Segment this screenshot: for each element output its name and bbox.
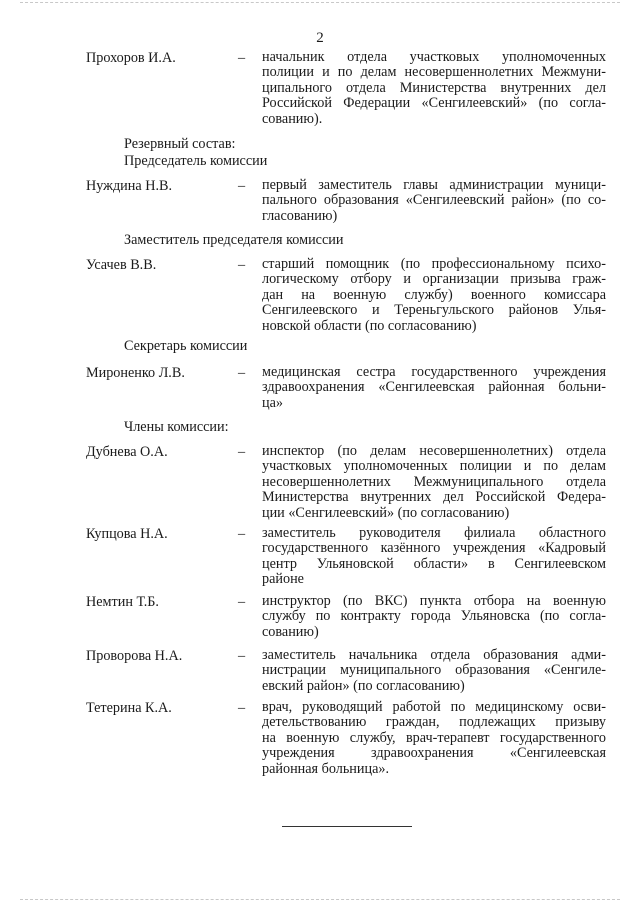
dash: –: [238, 178, 246, 194]
dash: –: [238, 444, 246, 460]
member-name: Мироненко Л.В.: [86, 365, 185, 381]
dash: –: [238, 257, 246, 273]
member-position: инструктор (по ВКС) пункта отбора на военную службу по контракту города Ульяновска (по согла- сованию): [262, 593, 606, 640]
member-name: Купцова Н.А.: [86, 526, 168, 542]
dash: –: [238, 50, 246, 66]
dash: –: [238, 700, 246, 716]
member-position: заместитель руководителя филиала областного государственного казённого учреждения «Кадровый центр Ульяновской области» в Сенгилеевском районе: [262, 525, 606, 588]
member-name: Нуждина Н.В.: [86, 178, 173, 194]
member-position: врач, руководящий работой по медицинскому осви- детельствованию граждан, подлежащих призыву на военную службу, врач-терапевт государственного учреждения здравоохранения «Сенгилеевская районная больница».: [262, 699, 606, 777]
member-name: Дубнева О.А.: [86, 444, 168, 460]
member-name: Немтин Т.Б.: [86, 594, 159, 610]
scan-edge-top: [20, 2, 620, 3]
member-position: медицинская сестра государственного учреждения здравоохранения «Сенгилеевская районная больни- ца»: [262, 364, 606, 411]
member-position: заместитель начальника отдела образования адми- нистрации муниципального образования «Сенгиле- евский район» (по согласованию): [262, 647, 606, 694]
chair-heading: Председатель комиссии: [124, 153, 268, 169]
member-name: Проворова Н.А.: [86, 648, 183, 664]
member-position: начальник отдела участковых уполномоченных полиции и по делам несовершеннолетних Межмуни- ципального отдела Министерства внутренних дел Российской Федерации «Сенгилеевский» (по согла- сованию).: [262, 49, 606, 127]
dash: –: [238, 526, 246, 542]
scan-edge-bottom: [20, 899, 620, 900]
dash: –: [238, 365, 246, 381]
page-number: 2: [316, 30, 324, 46]
reserve-heading: Резервный состав:: [124, 136, 236, 152]
secretary-heading: Секретарь комиссии: [124, 338, 248, 354]
member-name: Тетерина К.А.: [86, 700, 172, 716]
member-position: инспектор (по делам несовершеннолетних) отдела участковых уполномоченных полиции и по делам несовершеннолетних Межмуниципального отдела Министерства внутренних дел Российской Федера- ции «Сенгилеевский» (по согласованию): [262, 443, 606, 521]
member-name: Прохоров И.А.: [86, 50, 176, 66]
member-position: первый заместитель главы администрации муници- пального образования «Сенгилеевский район» (по со- гласованию): [262, 177, 606, 224]
document-end-line: [282, 826, 412, 827]
member-name: Усачев В.В.: [86, 257, 157, 273]
member-position: старший помощник (по профессиональному психо- логическому отбору и организации призыва граж- дан на военную службу) военного комиссара Сенгилеевского и Тереньгульского районов Улья- новской области (по согласованию): [262, 256, 606, 334]
deputy-chair-heading: Заместитель председателя комиссии: [124, 232, 344, 248]
members-heading: Члены комиссии:: [124, 419, 229, 435]
dash: –: [238, 648, 246, 664]
dash: –: [238, 594, 246, 610]
